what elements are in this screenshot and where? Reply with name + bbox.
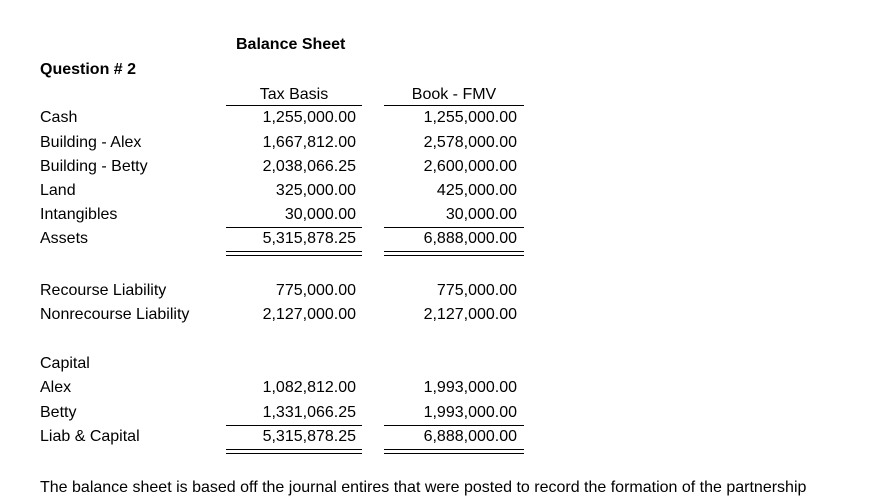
total-double-line-book-assets [384,251,524,256]
cell-book-alex: 1,993,000.00 [423,379,517,396]
cell-book-betty: 1,993,000.00 [423,404,517,421]
cell-tax-alex: 1,082,812.00 [262,379,356,396]
cell-tax-intangibles: 30,000.00 [284,206,356,223]
subtotal-line-tax-assets [226,227,362,228]
cell-book-liab-capital: 6,888,000.00 [423,428,517,445]
header-underline-book [384,105,524,106]
cell-tax-nonrecourse-liability: 2,127,000.00 [262,306,356,323]
cell-tax-betty: 1,331,066.25 [262,404,356,421]
cell-book-recourse-liability: 775,000.00 [436,282,517,299]
row-label-intangibles: Intangibles [40,206,118,223]
page-title: Balance Sheet [236,36,346,53]
capital-heading: Capital [40,355,90,372]
row-label-cash: Cash [40,109,78,126]
footer-note: The balance sheet is based off the journal entires that were posted to record the formation of the partnership [40,479,807,496]
cell-tax-liab-capital: 5,315,878.25 [262,428,356,445]
column-header-book-fmv: Book - FMV [411,86,497,103]
row-label-building-alex: Building - Alex [40,134,142,151]
cell-tax-recourse-liability: 775,000.00 [275,282,356,299]
header-underline-tax [226,105,362,106]
cell-book-intangibles: 30,000.00 [445,206,517,223]
column-header-tax-basis: Tax Basis [259,86,329,103]
row-label-nonrecourse-liability: Nonrecourse Liability [40,306,190,323]
cell-book-building-betty: 2,600,000.00 [423,158,517,175]
cell-book-cash: 1,255,000.00 [423,109,517,126]
cell-book-building-alex: 2,578,000.00 [423,134,517,151]
subtotal-line-book-assets [384,227,524,228]
total-double-line-tax-assets [226,251,362,256]
cell-book-assets-total: 6,888,000.00 [423,230,517,247]
row-label-alex: Alex [40,379,72,396]
subtotal-line-tax-capital [226,425,362,426]
total-double-line-tax-capital [226,449,362,454]
row-label-building-betty: Building - Betty [40,158,148,175]
cell-tax-cash: 1,255,000.00 [262,109,356,126]
cell-tax-assets-total: 5,315,878.25 [262,230,356,247]
row-label-land: Land [40,182,76,199]
question-label: Question # 2 [40,61,137,78]
row-label-liab-capital: Liab & Capital [40,428,140,445]
cell-tax-building-alex: 1,667,812.00 [262,134,356,151]
cell-tax-land: 325,000.00 [275,182,356,199]
cell-book-land: 425,000.00 [436,182,517,199]
row-label-recourse-liability: Recourse Liability [40,282,167,299]
row-label-betty: Betty [40,404,77,421]
cell-tax-building-betty: 2,038,066.25 [262,158,356,175]
total-double-line-book-capital [384,449,524,454]
cell-book-nonrecourse-liability: 2,127,000.00 [423,306,517,323]
subtotal-line-book-capital [384,425,524,426]
row-label-assets-total: Assets [40,230,89,247]
